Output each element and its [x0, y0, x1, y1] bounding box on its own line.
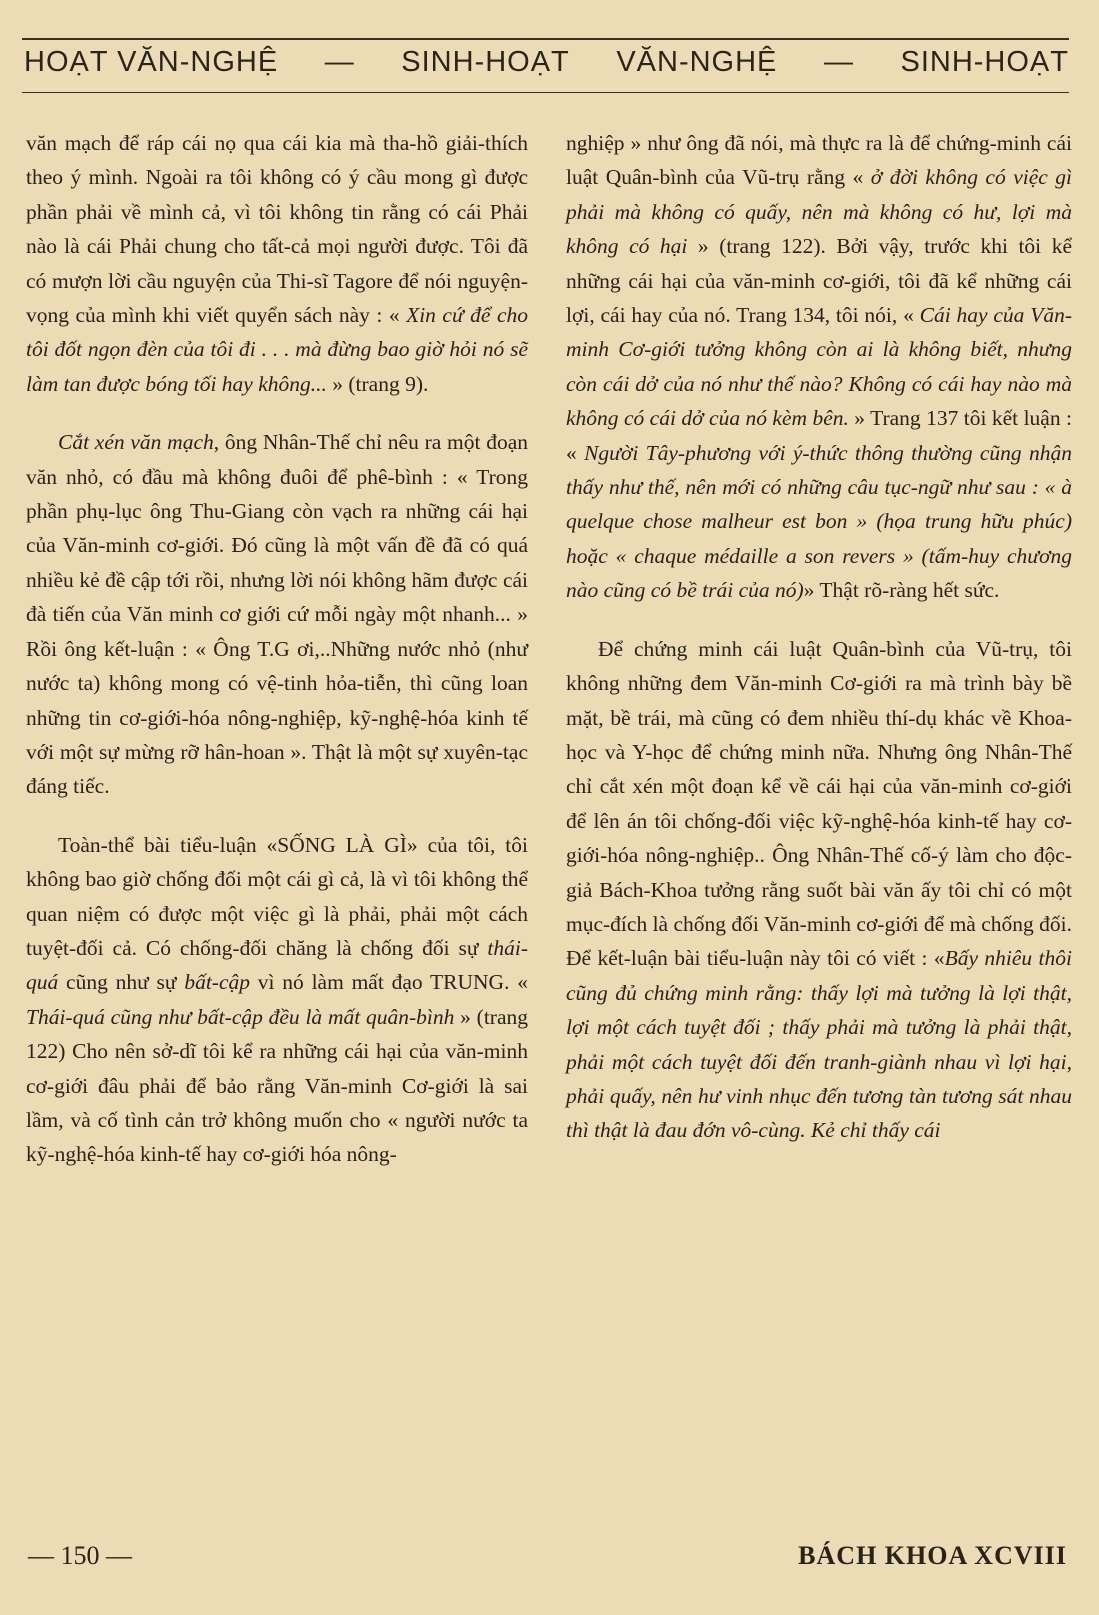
- paragraph: [566, 126, 1072, 608]
- italic-phrase: Cắt xén văn mạch: [58, 430, 214, 455]
- left-column: [26, 126, 528, 1172]
- italic-quote: Thái-quá cũng như bất-cập đều là mất quân-bình: [26, 1004, 455, 1029]
- text-run: nghiệp » như ông đã nói, mà thực ra là để chứng-minh cái luật Quân-bình của Vũ-trụ rằng «: [566, 131, 1072, 190]
- italic-quote: Người Tây-phương với ý-thức thông thường cũng nhận thấy như thế, nên mới có những câu tục-ngữ như sau : « à quelque chose malheur est bon » (họa trung hữu phúc) hoặc « chaque médaille a son revers » (tấm-huy chương nào cũng có bề trái của nó): [566, 440, 1072, 603]
- header-segment: SINH-HOẠT: [401, 46, 570, 78]
- italic-phrase: thái-quá: [26, 935, 528, 995]
- running-header: [24, 46, 1069, 79]
- header-dash: —: [823, 46, 854, 78]
- text-run: Toàn-thể bài tiểu-luận «SỐNG LÀ GÌ» của tôi, tôi không bao giờ chống đối một cái gì cả, là vì tôi không thể quan niệm có được một việc gì là phải, phải một cách tuyệt-đối cả. Có chống-đối chăng là chống đối sự: [26, 832, 528, 960]
- header-dash: —: [324, 46, 355, 78]
- header-segment: SINH-HOẠT: [900, 46, 1069, 78]
- italic-phrase: bất-cập: [184, 970, 251, 995]
- right-column: [566, 126, 1072, 1148]
- italic-quote: Bấy nhiêu thôi cũng đủ chứng minh rằng: thấy lợi mà tưởng là lợi thật, lợi một cách tuyệt đối ; thấy phải mà tưởng là phải thật, phải một cách tuyệt đối đến tranh-giành nhau vì lợi hại, phải quấy, nên hư vinh nhục đến tương tàn tương sát nhau thì thật là đau đớn vô-cùng. Kẻ chỉ thấy cái: [566, 946, 1072, 1143]
- text-run: Để chứng minh cái luật Quân-bình của Vũ-trụ, tôi không những đem Văn-minh Cơ-giới ra mà trình bày bề mặt, bề trái, mà cũng có đem nhiều thí-dụ khác về Khoa-học và Y-học để chứng minh nữa. Nhưng ông Nhân-Thế chỉ cắt xén một đoạn kể về cái hại của văn-minh cơ-giới để lên án tôi chống-đối việc kỹ-nghệ-hóa kinh-tế hay cơ-giới-hóa nông-nghiệp.. Ông Nhân-Thế cố-ý làm cho độc-giả Bách-Khoa tưởng rằng suốt bài văn ấy tôi chỉ có một mục-đích là chống đối Văn-minh cơ-giới để mà chống đối. Để kết-luận bài tiểu-luận này tôi có viết : «: [566, 636, 1072, 971]
- italic-quote: ở đời không có việc gì phải mà không có quấy, nên mà không có hư, lợi mà không có hại: [566, 165, 1072, 259]
- text-run: » (trang 122) Cho nên sở-dĩ tôi kể ra những cái hại của văn-minh cơ-giới đâu phải để bảo rằng Văn-minh Cơ-giới là sai lầm, và cố tình cản trở không muốn cho « người nước ta kỹ-nghệ-hóa kinh-tế hay cơ-giới hóa nông-: [26, 1004, 528, 1167]
- header-segment: HOẠT VĂN-NGHỆ: [24, 46, 279, 78]
- italic-quote: Xin cứ để cho tôi đốt ngọn đèn của tôi đi . . . mà đừng bao giờ hỏi nó sẽ làm tan được bóng tối hay không...: [26, 303, 528, 396]
- text-run: cũng như sự: [58, 970, 185, 995]
- text-run: văn mạch để ráp cái nọ qua cái kia mà tha-hồ giải-thích theo ý mình. Ngoài ra tôi không có ý cầu mong gì được phần phải về mình cả, vì tôi không tin rằng có cái Phải nào là cái Phải chung cho tất-cả mọi người được. Tôi đã có mượn lời cầu nguyện của Thi-sĩ Tagore để nói nguyện-vọng của mình khi viết quyển sách này : «: [26, 131, 528, 328]
- text-run: » Thật rõ-ràng hết sức.: [803, 578, 1000, 603]
- paragraph: [26, 126, 528, 401]
- text-run: » (trang 9).: [326, 371, 429, 396]
- paragraph: [566, 632, 1072, 1148]
- italic-quote: Cái hay của Văn-minh Cơ-giới tưởng không còn ai là không biết, nhưng còn cái dở của nó như thế nào? Không có cái hay nào mà không có cái dở của nó kèm bên.: [566, 303, 1072, 431]
- text-run: vì nó làm mất đạo TRUNG. «: [250, 970, 528, 995]
- header-rule: [22, 92, 1069, 93]
- text-run: » Trang 137 tôi kết luận : «: [566, 406, 1072, 465]
- paragraph: [26, 828, 528, 1172]
- paragraph: [26, 425, 528, 803]
- page-number: — 150 —: [28, 1541, 132, 1570]
- text-run: , ông Nhân-Thế chỉ nêu ra một đoạn văn nhỏ, có đầu mà không đuôi để phê-bình : « Trong phần phụ-lục ông Thu-Giang còn vạch ra những cái hại của Văn-minh cơ-giới. Đó cũng là một vấn đề đã có quá nhiều kẻ đề cập tới rồi, nhưng lời nói không hãm được cái đà tiến của Văn minh cơ giới cứ mỗi ngày một nhanh... » Rồi ông kết-luận : « Ông T.G ơi,..Những nước nhỏ (như nước ta) không mong có vệ-tinh hỏa-tiễn, thì cũng loan những tin cơ-giới-hóa nông-nghiệp, kỹ-nghệ-hóa kinh tế với một sự mừng rỡ hân-hoan ». Thật là một sự xuyên-tạc đáng tiếc.: [26, 430, 528, 799]
- header-segment: VĂN-NGHỆ: [616, 46, 778, 78]
- text-run: » (trang 122). Bởi vậy, trước khi tôi kể những cái hại của văn-minh cơ-giới, tôi đã kể những cái lợi, cái hay của nó. Trang 134, tôi nói, «: [566, 234, 1072, 328]
- top-rule: [22, 38, 1069, 40]
- publication-name: BÁCH KHOA XCVIII: [798, 1541, 1067, 1570]
